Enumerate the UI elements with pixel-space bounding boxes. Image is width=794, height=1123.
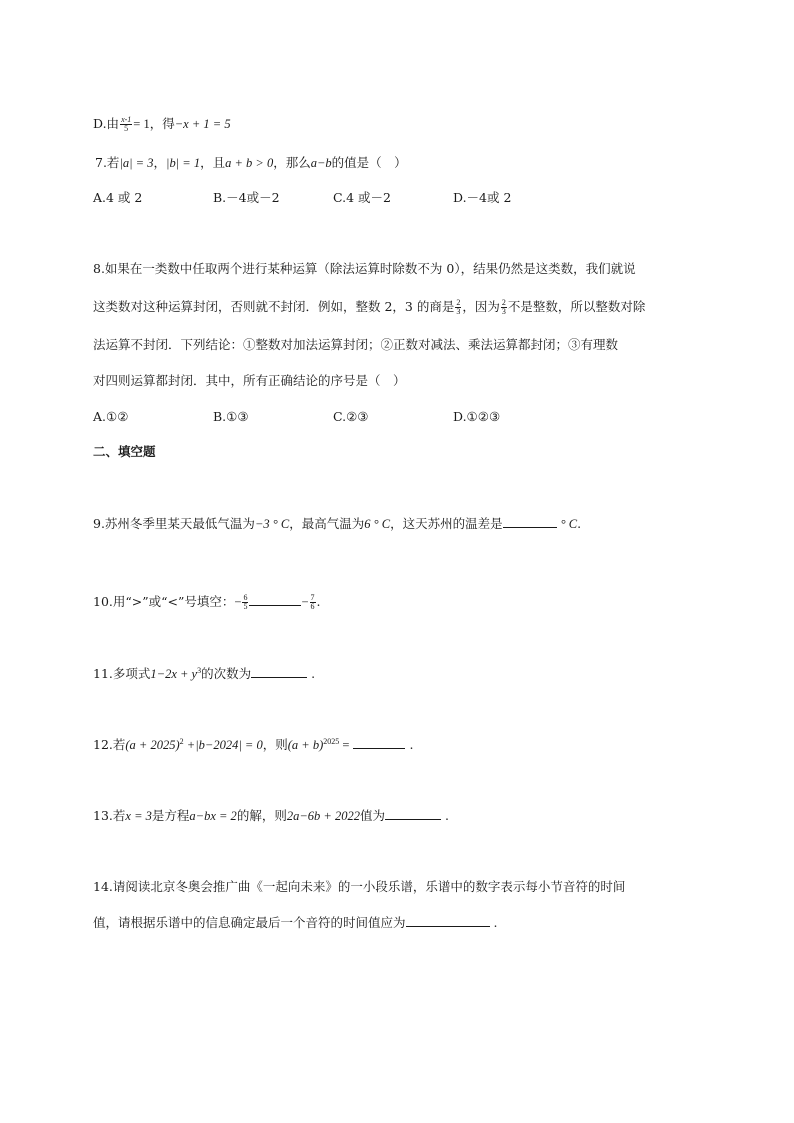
q13-d: 值为 xyxy=(359,808,385,823)
q7-cond1: |a| = 3 xyxy=(119,156,154,170)
q8-option-b: B.①③ xyxy=(213,409,249,424)
q9-unit: ° C xyxy=(560,517,578,531)
q8-option-a: A.①② xyxy=(93,409,129,424)
q13-b: 是方程 xyxy=(151,808,190,823)
q12-a: 12.若 xyxy=(93,737,126,752)
q7-cond3: a + b > 0 xyxy=(225,156,274,170)
q8-line2-a: 这类数对这种运算封闭，否则就不封闭．例如，整数 2，3 的商是 xyxy=(93,299,455,314)
section-title: 二、填空题 xyxy=(93,444,156,459)
q12-base: (a + 2025) xyxy=(125,738,180,752)
q10-end: . xyxy=(316,594,321,609)
q8-f2-num: 2 xyxy=(501,298,506,307)
q10-fraction-2 xyxy=(310,594,316,611)
q7-cond2: |b| = 1 xyxy=(166,156,201,170)
q7-expr: a−b xyxy=(310,156,332,170)
q10-minus-1: − xyxy=(234,595,242,609)
q10-a: 10.用“>”或“<”号填空： xyxy=(93,594,235,609)
q12-b: ，则 xyxy=(262,737,288,752)
q6-d-eq: = 1，得 xyxy=(133,117,175,131)
q12 xyxy=(93,737,413,753)
q6-d-denominator: 5 xyxy=(124,124,129,133)
q13-a: 13.若 xyxy=(93,808,126,823)
q12-exponent-1: 2 xyxy=(179,736,184,746)
q14-line2-text: 值，请根据乐谱中的信息确定最后一个音符的时间值应为 xyxy=(93,915,406,930)
q10 xyxy=(93,594,321,611)
q9-low-temp: −3 ° C xyxy=(254,517,290,531)
q8-f2-den: 3 xyxy=(501,307,506,316)
q13-c: 的解，则 xyxy=(236,808,287,823)
q12-base-2: (a + b) xyxy=(287,738,324,752)
q14-answer-blank[interactable] xyxy=(406,915,490,927)
q11-answer-blank[interactable] xyxy=(251,666,307,678)
q8-line3: 法运算不封闭．下列结论：①整数对加法运算封闭；②正数对减法、乘法运算都封闭；③有理数 xyxy=(93,337,619,352)
q9 xyxy=(93,516,581,532)
q11-a: 11.多项式 xyxy=(93,666,151,681)
q10-f2-num: 7 xyxy=(310,593,315,602)
q12-abs-expr: +|b−2024| = 0 xyxy=(183,738,263,752)
q11-polynomial: 1−2x + y xyxy=(150,667,198,681)
q9-c: ，这天苏州的温差是 xyxy=(390,516,503,531)
q12-exponent-2: 2025 xyxy=(323,736,340,746)
q6-option-d xyxy=(93,116,231,133)
q7-number: 7.若 xyxy=(95,155,120,170)
q12-eq: = xyxy=(339,738,350,752)
q13-answer-blank[interactable] xyxy=(385,808,441,820)
q8-line1: 8.如果在一类数中任取两个进行某种运算（除法运算时除数不为 0），结果仍然是这类数，我们就说 xyxy=(93,261,636,276)
q10-answer-blank[interactable] xyxy=(249,594,301,606)
q9-answer-blank[interactable] xyxy=(503,516,557,528)
q7-option-c: C.4 或－2 xyxy=(333,190,391,205)
q14-line2 xyxy=(93,915,498,931)
q8-line2-b: ，因为 xyxy=(462,299,500,314)
q7-option-d: D.－4或 2 xyxy=(453,190,512,205)
q10-f1-num: 6 xyxy=(243,593,248,602)
q13 xyxy=(93,808,449,824)
q9-a: 9.苏州冬季里某天最低气温为 xyxy=(93,516,255,531)
q8-line2 xyxy=(93,299,645,316)
q6-d-numerator: x-1 xyxy=(121,115,132,124)
q11-exponent: 3 xyxy=(197,665,202,675)
q7-mid: ，那么 xyxy=(273,155,311,170)
q6-d-prefix: D.由 xyxy=(93,116,120,131)
q8-option-c: C.②③ xyxy=(333,409,369,424)
q13-expr: 2a−6b + 2022 xyxy=(286,809,360,823)
q7-sep2: ，且 xyxy=(200,155,226,170)
q10-f2-den: 6 xyxy=(310,602,315,611)
q14-line1: 14.请阅读北京冬奥会推广曲《一起向未来》的一小段乐谱，乐谱中的数字表示每小节音符的时间 xyxy=(93,879,626,894)
q9-high-temp: 6 ° C xyxy=(364,517,391,531)
q9-end: . xyxy=(577,516,582,531)
q8-option-d: D.①②③ xyxy=(453,409,501,424)
q8-line4: 对四则运算都封闭．其中，所有正确结论的序号是（ ） xyxy=(93,373,406,388)
q6-d-fraction xyxy=(120,116,132,133)
q12-answer-blank[interactable] xyxy=(353,737,405,749)
q10-fraction-1 xyxy=(242,594,248,611)
q7-stem xyxy=(95,155,407,171)
q11-end: . xyxy=(311,666,316,681)
q7-tail: 的值是（ ） xyxy=(331,155,407,170)
q14-end: . xyxy=(493,915,498,930)
q10-minus-2: − xyxy=(301,595,309,609)
q13-cond: x = 3 xyxy=(125,809,152,823)
q7-sep1: ， xyxy=(153,155,167,170)
q8-f1-num: 2 xyxy=(456,298,461,307)
q13-equation: a−bx = 2 xyxy=(189,809,237,823)
q6-d-expr: −x + 1 = 5 xyxy=(174,117,231,131)
q8-line2-c: 不是整数，所以整数对除 xyxy=(507,299,646,314)
q7-option-b: B.－4或－2 xyxy=(213,190,280,205)
q7-option-a: A.4 或 2 xyxy=(93,190,143,205)
q9-b: ，最高气温为 xyxy=(289,516,365,531)
q8-fraction-2 xyxy=(501,299,507,316)
q8-f1-den: 3 xyxy=(456,307,461,316)
q11-b: 的次数为 xyxy=(201,666,252,681)
q12-end: . xyxy=(409,737,414,752)
q11 xyxy=(93,666,315,682)
q8-fraction-1 xyxy=(455,299,461,316)
q13-end: . xyxy=(444,808,449,823)
q10-f1-den: 5 xyxy=(243,602,248,611)
